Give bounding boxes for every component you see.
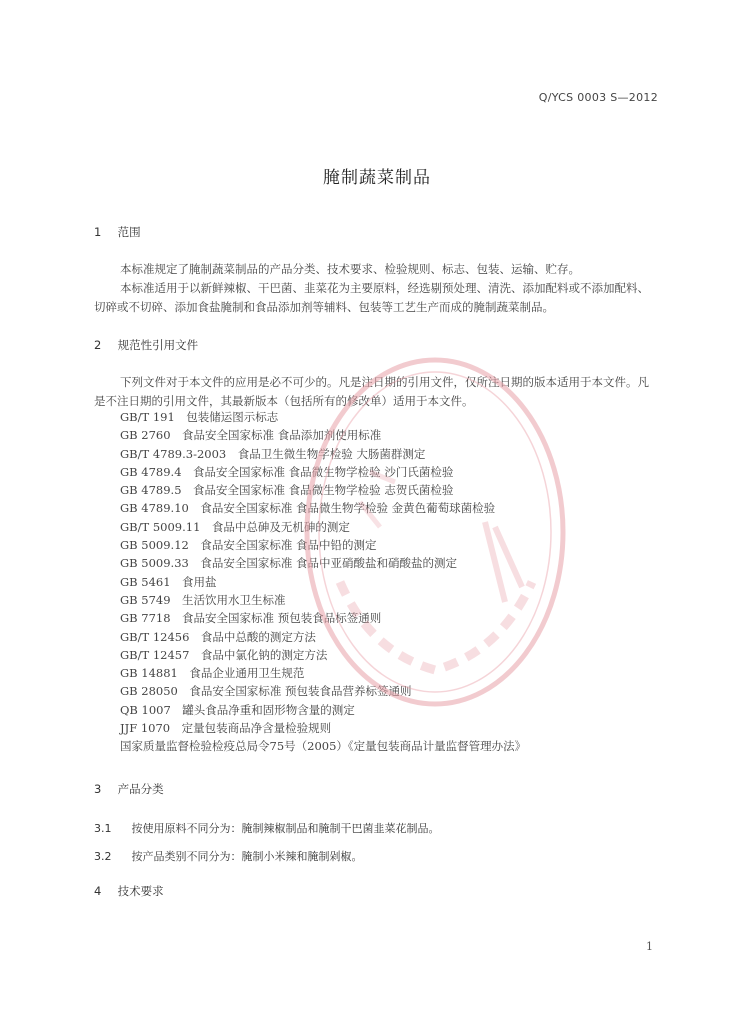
reference-item: GB/T 12457 食品中氯化钠的测定方法 bbox=[120, 647, 328, 662]
reference-item: GB 4789.4 食品安全国家标准 食品微生物学检验 沙门氏菌检验 bbox=[120, 464, 454, 479]
clause-3-2 bbox=[94, 848, 363, 864]
section-4-number: 4 bbox=[94, 884, 102, 898]
reference-item: JJF 1070 定量包装商品净含量检验规则 bbox=[120, 721, 332, 736]
standard-code: Q/YCS 0003 S—2012 bbox=[538, 91, 658, 104]
reference-item: GB 4789.5 食品安全国家标准 食品微生物学检验 志贺氏菌检验 bbox=[120, 483, 454, 498]
section-3-heading bbox=[94, 781, 164, 797]
page-number: 1 bbox=[646, 940, 653, 953]
section-2-title: 规范性引用文件 bbox=[117, 338, 199, 352]
reference-item: GB 5749 生活饮用水卫生标准 bbox=[120, 592, 286, 607]
section-1-title: 范围 bbox=[117, 225, 141, 239]
section-1-number: 1 bbox=[94, 225, 102, 239]
clause-text: 按产品类别不同分为：腌制小米辣和腌制剁椒。 bbox=[131, 850, 363, 863]
reference-item: GB/T 12456 食品中总酸的测定方法 bbox=[120, 629, 316, 644]
clause-text: 按使用原料不同分为：腌制辣椒制品和腌制干巴菌韭菜花制品。 bbox=[131, 822, 440, 835]
reference-list bbox=[120, 408, 526, 756]
clause-3-1 bbox=[94, 820, 440, 836]
reference-item: GB 5009.12 食品安全国家标准 食品中铅的测定 bbox=[120, 538, 377, 553]
reference-item: QB 1007 罐头食品净重和固形物含量的测定 bbox=[120, 702, 355, 717]
section-3-number: 3 bbox=[94, 782, 102, 796]
reference-item: GB 4789.10 食品安全国家标准 食品微生物学检验 金黄色葡萄球菌检验 bbox=[120, 501, 496, 516]
clause-number: 3.2 bbox=[94, 850, 112, 863]
section-3-title: 产品分类 bbox=[117, 782, 164, 796]
section-2-heading bbox=[94, 337, 198, 353]
reference-item: GB 2760 食品安全国家标准 食品添加剂使用标准 bbox=[120, 428, 382, 443]
section-4-title: 技术要求 bbox=[117, 884, 164, 898]
reference-item: GB 5461 食用盐 bbox=[120, 574, 217, 589]
clause-number: 3.1 bbox=[94, 822, 112, 835]
scope-paragraph-1: 本标准规定了腌制蔬菜制品的产品分类、技术要求、检验规则、标志、包装、运输、贮存。 bbox=[120, 262, 580, 276]
reference-item: 国家质量监督检验检疫总局令75号（2005）《定量包装商品计量监督管理办法》 bbox=[120, 739, 527, 754]
scope-paragraph-2: 本标准适用于以新鲜辣椒、干巴菌、韭菜花为主要原料，经选剔预处理、清洗、添加配料或不添加配料、切碎或不切碎、添加食盐腌制和食品添加剂等辅料、包装等工艺生产而成的腌制蔬菜制品。 bbox=[94, 281, 649, 314]
reference-item: GB 7718 食品安全国家标准 预包装食品标签通则 bbox=[120, 611, 382, 626]
section-1-heading bbox=[94, 224, 141, 240]
document-title: 腌制蔬菜制品 bbox=[323, 168, 431, 188]
reference-item: GB 5009.33 食品安全国家标准 食品中亚硝酸盐和硝酸盐的测定 bbox=[120, 556, 458, 571]
reference-item: GB/T 191 包装储运图示标志 bbox=[120, 410, 279, 424]
reference-item: GB 14881 食品企业通用卫生规范 bbox=[120, 666, 305, 681]
normative-intro: 下列文件对于本文件的应用是必不可少的。凡是注日期的引用文件，仅所注日期的版本适用于本文件。凡是不注日期的引用文件，其最新版本（包括所有的修改单）适用于本文件。 bbox=[94, 375, 649, 408]
section-2-number: 2 bbox=[94, 338, 102, 352]
reference-item: GB/T 5009.11 食品中总砷及无机砷的测定 bbox=[120, 519, 350, 534]
reference-item: GB/T 4789.3-2003 食品卫生微生物学检验 大肠菌群测定 bbox=[120, 446, 426, 461]
reference-item: GB 28050 食品安全国家标准 预包装食品营养标签通则 bbox=[120, 684, 412, 699]
section-4-heading bbox=[94, 883, 164, 899]
